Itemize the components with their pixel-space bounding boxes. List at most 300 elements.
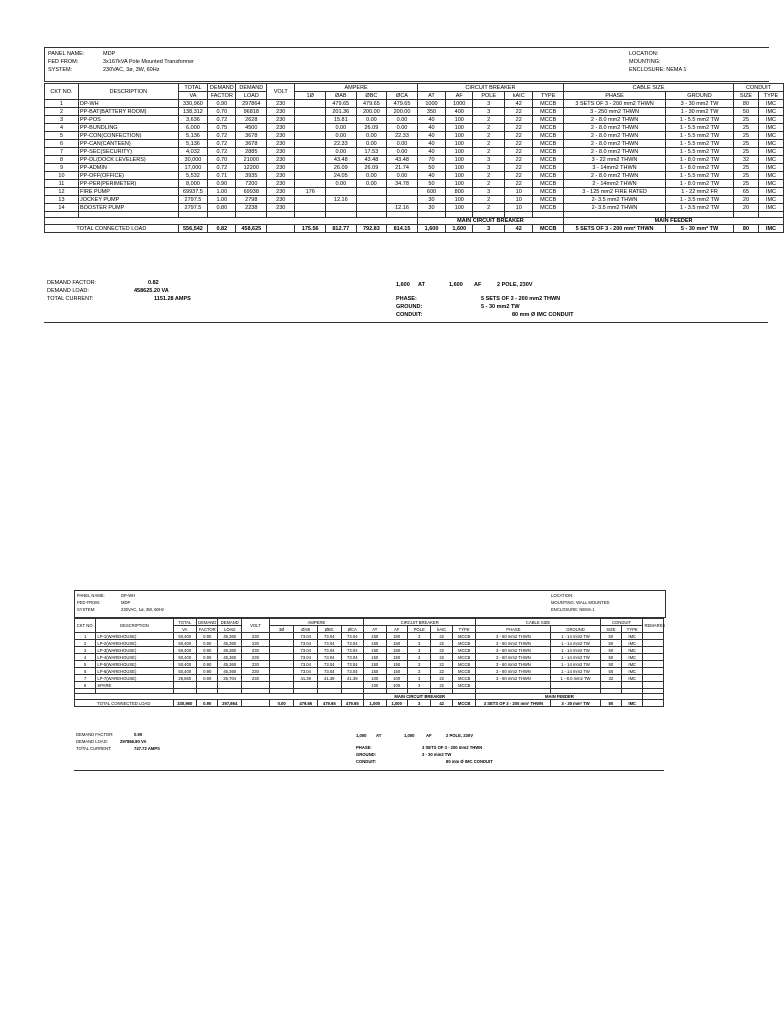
cell-af: 150	[386, 661, 407, 668]
col-phase: PHASE	[564, 92, 666, 100]
col-load: LOAD	[236, 92, 267, 100]
cell-kaic: 22	[505, 148, 533, 156]
cell-bc: 43.48	[356, 156, 387, 164]
col-description: DESCRIPTION	[96, 619, 173, 633]
cell-type: MCCB	[452, 640, 476, 647]
cell-pole: 3	[473, 108, 505, 116]
cell-ctype: IMC	[758, 156, 783, 164]
cell-af: 100	[446, 204, 473, 212]
col-cable-size: CABLE SIZE	[564, 84, 734, 92]
cell-va: 5,136	[178, 140, 207, 148]
cell-at: 150	[364, 661, 386, 668]
cell-ground: 1 - 5.5 mm2 TW	[666, 132, 734, 140]
cell-volt: 230	[267, 164, 295, 172]
cell-p1	[295, 156, 326, 164]
cell-ground: 1 - 8.0 mm2 TW	[551, 675, 600, 682]
cell-phase: 2 - 8.0 mm2 THWN	[564, 172, 666, 180]
cell-kaic: 10	[505, 196, 533, 204]
cell-type: MCCB	[533, 156, 564, 164]
cell-phase: 2 - 8.0 mm2 THWN	[564, 116, 666, 124]
cell-ca: 73.04	[341, 661, 363, 668]
cell-load: 12200	[236, 164, 267, 172]
cell-phase: 2 - 8.0 mm2 THWN	[564, 140, 666, 148]
footer-conduit-value: 80 mm Ø IMC CONDUIT	[512, 312, 574, 318]
cell-ca: 200.00	[387, 108, 418, 116]
col-demand-2: DEMAND	[218, 619, 242, 626]
cell-bc: 73.04	[318, 661, 342, 668]
cell-remarks	[643, 682, 664, 689]
col-demand: DEMAND	[208, 84, 236, 92]
cell-af: 400	[446, 108, 473, 116]
cell-phase: 3 - 60 mm2 THWN	[476, 633, 551, 640]
cell-size: 32	[734, 156, 759, 164]
cell-volt: 230	[267, 180, 295, 188]
table-row	[45, 100, 784, 108]
cell-df: 0.71	[208, 172, 236, 180]
cell-ctype: IMC	[622, 647, 643, 654]
main-feeder-label: MAIN FEEDER	[476, 694, 643, 700]
cell-size: 65	[734, 188, 759, 196]
cell-type: MCCB	[533, 164, 564, 172]
table-row	[45, 196, 784, 204]
cell-p1	[295, 196, 326, 204]
cell-phase: 3 - 14mm2 THWN	[564, 164, 666, 172]
cell-volt: 230	[242, 633, 270, 640]
cell-ab: 24.05	[326, 172, 357, 180]
cell-desc: LP-1(WAREHOUSE)	[96, 633, 173, 640]
cell-at: 100	[364, 675, 386, 682]
cell-phase: 2 - 8.0 mm2 THWN	[564, 132, 666, 140]
cell-load: 2885	[236, 148, 267, 156]
col-af: AF	[446, 92, 473, 100]
total-pole: 3	[407, 700, 431, 707]
col-volt: VOLT	[267, 84, 295, 100]
col-size: SIZE	[600, 626, 621, 633]
total-label: TOTAL CONNECTED LOAD	[75, 700, 174, 707]
cell-af: 100	[446, 172, 473, 180]
cell-pole: 2	[473, 204, 505, 212]
cell-df: 0.90	[208, 180, 236, 188]
cell-phase: 3 - 60 mm2 THWN	[476, 640, 551, 647]
cell-desc: PP-OFF(OFFICE)	[78, 172, 178, 180]
total-type: MCCB	[533, 225, 564, 233]
table-row	[75, 682, 664, 689]
cell-size	[600, 682, 621, 689]
cell-bc: 73.04	[318, 654, 342, 661]
cell-va: 50,400	[173, 633, 197, 640]
cell-volt: 230	[242, 675, 270, 682]
cell-size: 50	[600, 654, 621, 661]
cell-va: 50,400	[173, 654, 197, 661]
cell-bc: 200.00	[356, 108, 387, 116]
footer-ground-label: GROUND:	[356, 752, 377, 757]
cell-size: 50	[600, 647, 621, 654]
cell-af: 150	[386, 647, 407, 654]
cell-at: 150	[364, 668, 386, 675]
cell-pole: 2	[473, 132, 505, 140]
total-af: 1,600	[446, 225, 473, 233]
footer-af-label: AF	[426, 733, 432, 738]
cell-p1	[269, 668, 294, 675]
footer-ground-value: 5 - 30 mm2 TW	[481, 304, 520, 310]
cell-at: 150	[364, 633, 386, 640]
table-row	[45, 124, 784, 132]
cell-bc: 0.00	[356, 116, 387, 124]
cell-phase: 3 - 60 mm2 THWN	[476, 654, 551, 661]
col-3ph: 3Ø	[269, 626, 294, 633]
col-total: TOTAL	[173, 619, 197, 626]
cell-df: 0.90	[197, 633, 218, 640]
col-phase: PHASE	[476, 626, 551, 633]
cell-size: 50	[600, 661, 621, 668]
cell-size: 25	[734, 164, 759, 172]
cell-va: 138,312	[178, 108, 207, 116]
cell-ca: 73.04	[341, 640, 363, 647]
cell-load: 2798	[236, 196, 267, 204]
cell-ckt: 5	[75, 661, 96, 668]
col-conduit: CONDUIT	[600, 619, 643, 626]
location-label: LOCATION:	[551, 593, 574, 598]
cell-pole: 2	[473, 140, 505, 148]
cell-desc: PP-BAT(BATTERY ROOM)	[78, 108, 178, 116]
cell-desc: PP-POS	[78, 116, 178, 124]
cell-bc	[356, 188, 387, 196]
cell-va: 6,000	[178, 124, 207, 132]
total-at: 1,600	[417, 225, 445, 233]
footer-pole: 2 POLE, 230V	[446, 733, 473, 738]
cell-size: 32	[600, 675, 621, 682]
cell-type: MCCB	[533, 124, 564, 132]
table-row	[45, 204, 784, 212]
cell-load: 3935	[236, 172, 267, 180]
col-ground: GROUND	[666, 92, 734, 100]
cell-type: MCCB	[533, 148, 564, 156]
col-bc: ØBC	[356, 92, 387, 100]
cell-phase	[476, 682, 551, 689]
cell-ab: 73.04	[294, 647, 318, 654]
cell-at: 600	[417, 188, 445, 196]
cell-load: 25,704	[218, 675, 242, 682]
total-kaic: 42	[431, 700, 452, 707]
cell-df: 0.90	[197, 668, 218, 675]
total-conduit-type: IMC	[758, 225, 783, 233]
cell-bc: 73.04	[318, 668, 342, 675]
cell-df: 0.72	[208, 116, 236, 124]
cell-desc: LP-5(WAREHOUSE)	[96, 661, 173, 668]
cell-ab: 73.04	[294, 654, 318, 661]
panel-name-value: MDP	[103, 51, 116, 57]
cell-phase: 2 - 8.0 mm2 THWN	[564, 124, 666, 132]
cell-desc: SPARE	[96, 682, 173, 689]
cell-ckt: 7	[75, 675, 96, 682]
cell-df: 0.70	[208, 156, 236, 164]
table-row	[45, 148, 784, 156]
cell-ctype: IMC	[758, 100, 783, 108]
mounting-label: MOUNTING:	[629, 59, 661, 65]
cell-va: 50,400	[173, 668, 197, 675]
mounting-label: MOUNTING: WALL MOUNTED	[551, 600, 610, 605]
cell-va: 2797.5	[178, 204, 207, 212]
cell-load: 69938	[236, 188, 267, 196]
cell-size: 25	[734, 148, 759, 156]
cell-ca	[341, 682, 363, 689]
cell-af: 150	[386, 633, 407, 640]
col-at: AT	[417, 92, 445, 100]
table-row	[45, 172, 784, 180]
cell-pole: 3	[407, 668, 431, 675]
cell-ab: 12.16	[326, 196, 357, 204]
col-description: DESCRIPTION	[78, 84, 178, 100]
col-circuit-breaker: CIRCUIT BREAKER	[417, 84, 563, 92]
cell-p1	[295, 116, 326, 124]
main-label-row	[45, 218, 784, 225]
cell-va: 17,000	[178, 164, 207, 172]
cell-df: 0.90	[208, 100, 236, 108]
cell-type: MCCB	[533, 132, 564, 140]
cell-bc: 73.04	[318, 633, 342, 640]
cell-at: 40	[417, 116, 445, 124]
cell-type: MCCB	[533, 204, 564, 212]
cell-ctype: IMC	[758, 180, 783, 188]
cell-ca: 479.65	[387, 100, 418, 108]
cell-kaic: 22	[505, 156, 533, 164]
cell-type: MCCB	[452, 675, 476, 682]
footer-af-label: AF	[474, 282, 482, 288]
cell-ab: 479.65	[326, 100, 357, 108]
cell-kaic: 22	[431, 647, 452, 654]
cell-df: 0.90	[197, 661, 218, 668]
total-ground: 5 - 30 mm² TW	[666, 225, 734, 233]
footer-ground-label: GROUND:	[396, 304, 423, 310]
cell-size: 25	[734, 180, 759, 188]
table-row	[45, 180, 784, 188]
cell-bc	[318, 682, 342, 689]
cell-ab: 73.04	[294, 633, 318, 640]
cell-va: 4,032	[178, 148, 207, 156]
footer-phase-label: PHASE:	[356, 745, 372, 750]
cell-volt: 230	[267, 132, 295, 140]
cell-ab	[326, 188, 357, 196]
main-circuit-breaker-label: MAIN CIRCUIT BREAKER	[417, 218, 563, 225]
cell-load: 297864	[236, 100, 267, 108]
cell-ground: 1 - 5.5 mm2 TW	[666, 148, 734, 156]
cell-pole: 2	[473, 124, 505, 132]
cell-bc	[356, 196, 387, 204]
cell-at: 70	[417, 156, 445, 164]
cell-pole: 2	[473, 172, 505, 180]
cell-af: 100	[446, 180, 473, 188]
cell-size: 20	[734, 204, 759, 212]
cell-pole: 2	[473, 196, 505, 204]
cell-size: 50	[600, 640, 621, 647]
cell-ctype: IMC	[622, 633, 643, 640]
cell-desc: PP-CON(CONFECTION)	[78, 132, 178, 140]
cell-type: MCCB	[533, 100, 564, 108]
cell-type: MCCB	[533, 108, 564, 116]
col-ckt: CKT NO.	[45, 84, 79, 100]
cell-p1	[295, 140, 326, 148]
cell-af: 100	[446, 140, 473, 148]
total-va: 556,542	[178, 225, 207, 233]
cell-ctype: IMC	[758, 196, 783, 204]
cell-ground: 1 - 3.5 mm2 TW	[666, 196, 734, 204]
cell-ctype: IMC	[622, 675, 643, 682]
cell-va: 28,560	[173, 675, 197, 682]
cell-ground: 1 - 5.5 mm2 TW	[666, 140, 734, 148]
cell-p1	[295, 204, 326, 212]
cell-load: 45,360	[218, 633, 242, 640]
col-1ph: 1Ø	[295, 92, 326, 100]
cell-p1	[269, 675, 294, 682]
table-row	[75, 668, 664, 675]
footer-ground-value: 3 - 30 mm2 TW	[422, 752, 452, 757]
cell-ca: 22.33	[387, 132, 418, 140]
cell-at: 150	[364, 647, 386, 654]
cell-remarks	[643, 661, 664, 668]
cell-size: 25	[734, 132, 759, 140]
cell-df: 0.90	[197, 640, 218, 647]
cell-desc: PP-SEC(SECURITY)	[78, 148, 178, 156]
col-volt: VOLT	[242, 619, 270, 633]
col-bc: ØBC	[318, 626, 342, 633]
cell-volt: 230	[267, 100, 295, 108]
total-row	[75, 700, 664, 707]
cell-bc: 0.00	[356, 140, 387, 148]
cell-va: 50,400	[173, 647, 197, 654]
col-demand: DEMAND	[198, 619, 217, 625]
cell-type: MCCB	[533, 116, 564, 124]
demand-load-label: DEMAND LOAD:	[47, 288, 89, 294]
cell-ground: 1 - 30 mm2 TW	[666, 108, 734, 116]
cell-kaic: 22	[505, 180, 533, 188]
cell-ab	[294, 682, 318, 689]
cell-df: 0.70	[208, 108, 236, 116]
total-va: 330,960	[173, 700, 197, 707]
cell-df	[197, 682, 218, 689]
col-circuit-breaker: CIRCUIT BREAKER	[364, 619, 476, 626]
cell-desc: DP-WH	[78, 100, 178, 108]
cell-type: MCCB	[452, 654, 476, 661]
cell-af: 100	[446, 164, 473, 172]
cell-kaic: 22	[505, 132, 533, 140]
demand-load-label: DEMAND LOAD:	[76, 739, 108, 744]
cell-ca: 34.78	[387, 180, 418, 188]
total-df: 0.82	[208, 225, 236, 233]
cell-volt: 230	[267, 172, 295, 180]
demand-factor-label: DEMAND FACTOR:	[47, 280, 97, 286]
cell-pole: 2	[473, 148, 505, 156]
cell-type: MCCB	[533, 140, 564, 148]
cell-type: MCCB	[452, 633, 476, 640]
cell-volt: 230	[267, 148, 295, 156]
cell-ckt: 12	[45, 188, 79, 196]
cell-volt: 230	[267, 108, 295, 116]
cell-ca	[387, 196, 418, 204]
cell-af: 100	[446, 156, 473, 164]
cell-p1	[269, 647, 294, 654]
col-ab: ØAB	[326, 92, 357, 100]
table-row	[75, 647, 664, 654]
total-phase: 3 SETS OF 3 - 200 mm² THWN	[476, 700, 551, 707]
cell-p1	[295, 132, 326, 140]
cell-ctype: IMC	[758, 204, 783, 212]
cell-af: 150	[386, 654, 407, 661]
schedule-footer	[74, 730, 664, 770]
total-size: 80	[600, 700, 621, 707]
cell-ckt: 6	[75, 668, 96, 675]
cell-ca: 0.00	[387, 124, 418, 132]
cell-bc: 73.04	[318, 640, 342, 647]
table-row	[45, 188, 784, 196]
cell-ctype: IMC	[758, 188, 783, 196]
cell-af: 800	[446, 188, 473, 196]
cell-bc: 73.04	[318, 647, 342, 654]
cell-desc: PP-BUNDLING	[78, 124, 178, 132]
cell-remarks	[643, 654, 664, 661]
cell-kaic: 22	[431, 661, 452, 668]
cell-size: 50	[600, 633, 621, 640]
circuit-rows	[45, 100, 784, 212]
header-row-1	[45, 84, 784, 92]
cell-at: 50	[417, 164, 445, 172]
cell-ctype: IMC	[758, 124, 783, 132]
cell-pole: 3	[407, 647, 431, 654]
cell-va: 8,000	[178, 180, 207, 188]
enclosure-value: ENCLOSURE: NEMA 1	[551, 607, 595, 612]
col-at: AT	[364, 626, 386, 633]
cell-af: 100	[446, 196, 473, 204]
cell-p1	[269, 661, 294, 668]
panel-name-label: PANEL NAME:	[48, 51, 85, 57]
cell-remarks	[643, 633, 664, 640]
cell-at: 40	[417, 132, 445, 140]
col-total: TOTAL	[178, 84, 207, 92]
cell-volt: 230	[267, 116, 295, 124]
cell-pole: 2	[473, 116, 505, 124]
cell-ground: 1 - 3.5 mm2 TW	[666, 204, 734, 212]
cell-remarks	[643, 640, 664, 647]
cell-ctype: IMC	[758, 172, 783, 180]
cell-pole: 3	[407, 682, 431, 689]
cell-ground: 1 - 5.5 mm2 TW	[666, 172, 734, 180]
col-ground: GROUND	[551, 626, 600, 633]
cell-phase: 3 - 60 mm2 THWN	[476, 661, 551, 668]
cell-volt: 230	[267, 140, 295, 148]
cell-desc: PP-DL(DOCK LEVELERS)	[78, 156, 178, 164]
cell-ca: 73.04	[341, 633, 363, 640]
footer-conduit-label: CONDUIT:	[356, 759, 377, 764]
col-af: AF	[386, 626, 407, 633]
table-row	[45, 108, 784, 116]
cell-desc: JOCKEY PUMP	[78, 196, 178, 204]
panel-table	[74, 618, 664, 707]
cell-size: 25	[734, 124, 759, 132]
cell-volt	[242, 682, 270, 689]
cell-ctype: IMC	[758, 164, 783, 172]
table-row	[45, 164, 784, 172]
cell-phase: 2- 3.5 mm2 THWN	[564, 204, 666, 212]
cell-ab: 0.00	[326, 124, 357, 132]
cell-va	[173, 682, 197, 689]
cell-df: 0.72	[208, 148, 236, 156]
system-value: 230VAC, 1ø, 3W, 60Hz	[121, 607, 164, 612]
cell-phase: 3 - 250 mm2 THWN	[564, 108, 666, 116]
cell-bc	[356, 204, 387, 212]
cell-volt: 230	[242, 640, 270, 647]
main-feeder-label: MAIN FEEDER	[564, 218, 784, 225]
total-ca: 814.15	[387, 225, 418, 233]
cell-df: 0.90	[197, 654, 218, 661]
